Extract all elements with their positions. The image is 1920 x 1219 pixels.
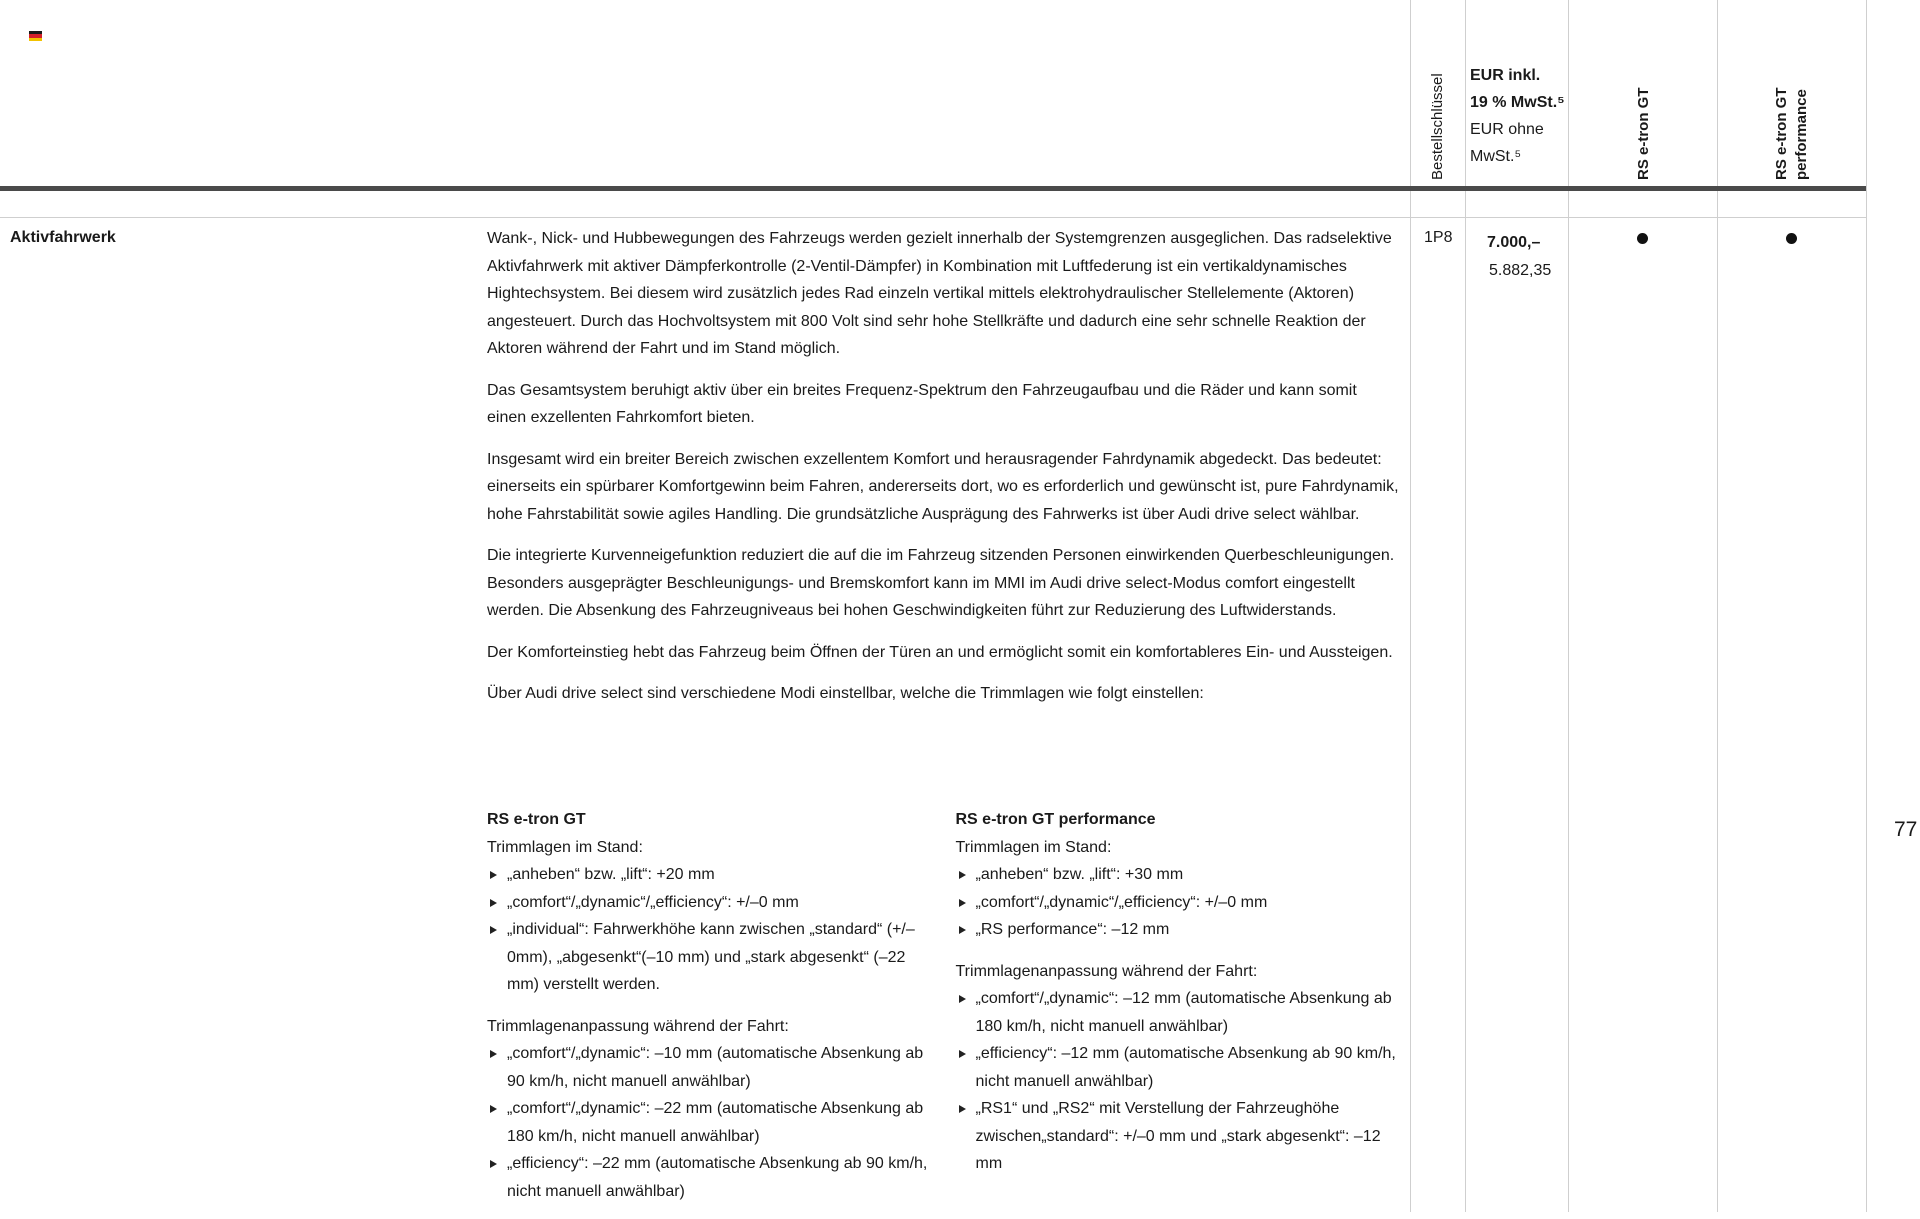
header-model-1: RS e-tron GT [1635, 87, 1652, 180]
list-item: „comfort“/„dynamic“: –10 mm (automatische Absenkung ab 90 km/h, nicht manuell anwählbar) [487, 1040, 934, 1095]
list-item: „comfort“/„dynamic“/„efficiency“: +/–0 mm [487, 889, 934, 917]
trim-stand-label: Trimmlagen im Stand: [955, 838, 1112, 856]
trim-drive-list [487, 1040, 934, 1205]
column-divider [1717, 0, 1718, 1212]
trim-stand-label: Trimmlagen im Stand: [487, 838, 643, 856]
header-price-incl-2: 19 % MwSt.⁵ [1470, 94, 1565, 111]
list-item: „RS performance“: –12 mm [956, 916, 1403, 944]
page-number: 77 [1894, 818, 1918, 841]
trim-title: RS e-tron GT performance [955, 811, 1156, 828]
german-flag-icon [29, 31, 42, 41]
description-paragraph: Der Komforteinstieg hebt das Fahrzeug beim Öffnen der Türen an und ermöglicht somit ein komfortableres Ein- und Aussteigen. [487, 643, 1393, 661]
description-paragraph: Insgesamt wird ein breiter Bereich zwischen exzellentem Komfort und herausragender Fahrdynamik abgedeckt. Das bedeutet: einerseits ein spürbarer Komfortgewinn beim Fahren, andererseits dort, wo es erforderlich und gewünscht ist, pure Fahrdynamik, hohe Fahrstabilität sowie agiles Handling. Die grundsätzliche Ausprägung des Fahrwerks ist über Audi drive select wählbar. [487, 450, 1399, 523]
availability-dot-rs-etron-gt [1637, 233, 1648, 244]
trim-title: RS e-tron GT [487, 811, 586, 828]
availability-dot-rs-etron-gt-performance [1786, 233, 1797, 244]
description-paragraph: Die integrierte Kurvenneigefunktion reduziert die auf die im Fahrzeug sitzenden Personen einwirkenden Querbeschleunigungen. Besonders ausgeprägter Beschleunigungs- und Bremskomfort kann im MMI im Audi drive select-Modus comfort eingestellt werden. Die Absenkung des Fahrzeugniveaus bei hohen Geschwindigkeiten führt zur Reduzierung des Luftwiderstands. [487, 547, 1395, 619]
row-rule [0, 217, 1866, 218]
trim-drive-label: Trimmlagenanpassung während der Fahrt: [487, 1017, 789, 1035]
price-excl-vat: 5.882,35 [1489, 262, 1552, 279]
column-divider [1568, 0, 1569, 1212]
column-divider [1410, 0, 1411, 1212]
header-price [1470, 62, 1570, 170]
list-item: „anheben“ bzw. „lift“: +30 mm [956, 861, 1403, 889]
list-item: „anheben“ bzw. „lift“: +20 mm [487, 861, 934, 889]
trim-stand-list [487, 861, 934, 999]
trim-drive-list [956, 985, 1403, 1178]
header-price-excl-2: MwSt.⁵ [1470, 148, 1522, 165]
description-paragraph: Wank-, Nick- und Hubbewegungen des Fahrzeugs werden gezielt innerhalb der Systemgrenzen ausgeglichen. Das radselektive Aktivfahrwerk mit aktiver Dämpferkontrolle (2-Ventil-Dämpfer) in Kombination mit Luftfederung ist ein vertikaldynamisches Hightechsystem. Bei diesem wird zusätzlich jedes Rad einzeln vertikal mittels elektrohydraulischer Stellelemente (Aktoren) angesteuert. Durch das Hochvoltsystem mit 800 Volt sind sehr hohe Stellkräfte und dadurch eine sehr schnelle Reaktion der Aktoren während der Fahrt und im Stand möglich. [487, 230, 1392, 357]
header-price-excl-1: EUR ohne [1470, 121, 1544, 138]
column-divider [1866, 0, 1867, 1212]
column-divider [1465, 0, 1466, 1212]
list-item: „comfort“/„dynamic“: –12 mm (automatische Absenkung ab 180 km/h, nicht manuell anwählbar) [956, 985, 1403, 1040]
list-item: „efficiency“: –22 mm (automatische Absenkung ab 90 km/h, nicht manuell anwählbar) [487, 1150, 934, 1205]
header-order-key: Bestellschlüssel [1429, 73, 1446, 180]
price-incl-vat: 7.000,– [1487, 234, 1541, 251]
trim-levels [487, 806, 1402, 1219]
header-price-incl-1: EUR inkl. [1470, 67, 1541, 84]
list-item: „individual“: Fahrwerkhöhe kann zwischen „standard“ (+/–0mm), „abgesenkt“(–10 mm) und „stark abgesenkt“ (–22 mm) verstellt werden. [487, 916, 934, 999]
row-title: Aktivfahrwerk [10, 229, 116, 246]
header-rule [0, 186, 1866, 191]
list-item: „comfort“/„dynamic“/„efficiency“: +/–0 mm [956, 889, 1403, 917]
list-item: „comfort“/„dynamic“: –22 mm (automatische Absenkung ab 180 km/h, nicht manuell anwählbar) [487, 1095, 934, 1150]
order-code: 1P8 [1424, 229, 1453, 246]
description-paragraph: Das Gesamtsystem beruhigt aktiv über ein breites Frequenz-Spektrum den Fahrzeugaufbau und die Räder und kann somit einen exzellenten Fahrkomfort bieten. [487, 381, 1357, 426]
header-model-2-line2: performance [1793, 89, 1810, 180]
trim-levels-rs-etron-gt-performance [956, 806, 1403, 1219]
description [487, 225, 1399, 722]
list-item: „efficiency“: –12 mm (automatische Absenkung ab 90 km/h, nicht manuell anwählbar) [956, 1040, 1403, 1095]
row-price [1487, 229, 1551, 285]
list-item: „RS1“ und „RS2“ mit Verstellung der Fahrzeughöhe zwischen„standard“: +/–0 mm und „stark abgesenkt“: –12 mm [956, 1095, 1403, 1178]
header-model-2-line1: RS e-tron GT [1773, 87, 1790, 180]
trim-stand-list [956, 861, 1403, 944]
description-paragraph: Über Audi drive select sind verschiedene Modi einstellbar, welche die Trimmlagen wie folgt einstellen: [487, 685, 1204, 702]
trim-drive-label: Trimmlagenanpassung während der Fahrt: [955, 962, 1258, 980]
trim-levels-rs-etron-gt [487, 806, 934, 1219]
